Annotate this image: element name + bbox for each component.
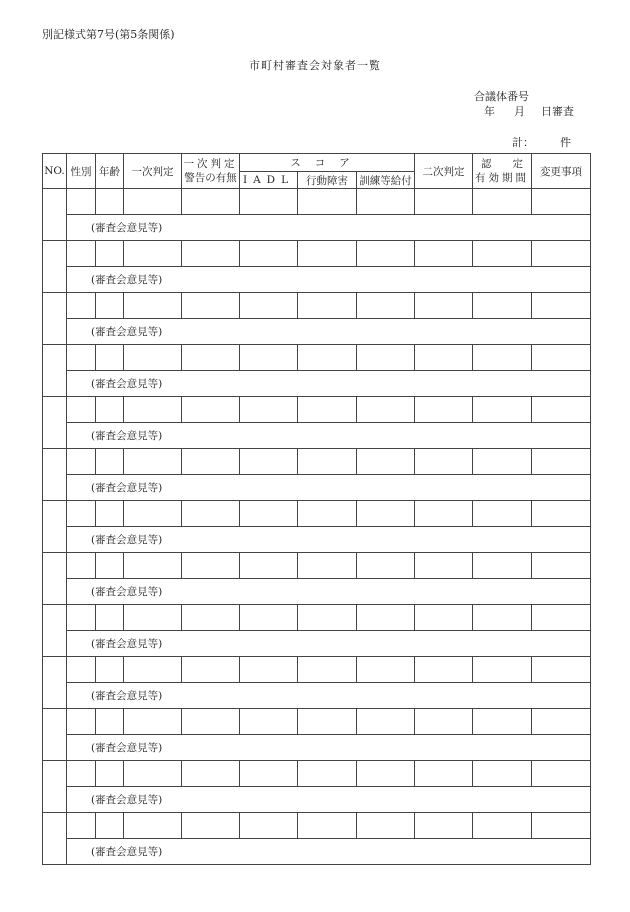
data-cell[interactable] [532,761,591,787]
opinion-row [43,683,591,709]
opinion-row [43,735,591,761]
data-cell[interactable] [473,501,532,527]
total-count-label: 計： [512,136,534,149]
data-cell[interactable] [96,189,124,215]
data-cell[interactable] [96,709,124,735]
data-cell[interactable] [357,189,415,215]
data-cell[interactable] [67,501,96,527]
data-cell[interactable] [124,553,182,579]
date-review-label: 日審査 [541,105,574,118]
data-cell[interactable] [240,189,298,215]
table-row [43,605,591,631]
data-cell[interactable] [67,241,96,267]
data-cell[interactable] [182,293,240,319]
opinion-cell[interactable]: (審査会意見等) [67,423,591,449]
data-cell[interactable] [532,189,591,215]
data-cell[interactable] [182,345,240,371]
data-cell[interactable] [532,397,591,423]
data-cell[interactable] [473,761,532,787]
opinion-row [43,839,591,865]
header-second-decision: 二次判定 [415,154,473,189]
data-cell[interactable] [357,709,415,735]
data-cell[interactable] [532,605,591,631]
data-cell[interactable] [67,761,96,787]
data-cell[interactable] [124,189,182,215]
data-cell[interactable] [298,397,357,423]
data-cell[interactable] [415,553,473,579]
data-cell[interactable] [240,761,298,787]
opinion-row [43,267,591,293]
opinion-cell[interactable]: (審査会意見等) [67,631,591,657]
data-cell[interactable] [124,293,182,319]
data-cell[interactable] [67,397,96,423]
data-cell[interactable] [67,293,96,319]
opinion-cell[interactable]: (審査会意見等) [67,475,591,501]
row-number-cell[interactable] [43,501,67,553]
applicant-roster-table [42,153,591,865]
header-score: スコア [240,154,415,172]
header-certification-period [473,154,532,189]
row-number-cell[interactable] [43,553,67,605]
table-row [43,813,591,839]
data-cell[interactable] [415,709,473,735]
data-cell[interactable] [182,709,240,735]
data-cell[interactable] [124,501,182,527]
data-cell[interactable] [298,709,357,735]
data-cell[interactable] [124,397,182,423]
row-number-cell[interactable] [43,761,67,813]
data-cell[interactable] [96,761,124,787]
data-cell[interactable] [240,241,298,267]
roster-body [43,189,591,865]
data-cell[interactable] [182,397,240,423]
opinion-cell[interactable]: (審査会意見等) [67,215,591,241]
data-cell[interactable] [357,397,415,423]
data-cell[interactable] [240,813,298,839]
opinion-row [43,475,591,501]
row-number-cell[interactable] [43,449,67,501]
row-number-cell[interactable] [43,657,67,709]
header-cert-bottom: 有効期間 [475,172,530,184]
data-cell[interactable] [415,813,473,839]
data-cell[interactable] [96,657,124,683]
data-cell[interactable] [124,709,182,735]
data-cell[interactable] [415,657,473,683]
header-score-iadl: IADL [240,172,298,189]
data-cell[interactable] [298,293,357,319]
data-cell[interactable] [67,345,96,371]
table-row [43,761,591,787]
opinion-row [43,423,591,449]
table-row [43,449,591,475]
opinion-cell[interactable]: (審査会意見等) [67,319,591,345]
row-number-cell[interactable] [43,293,67,345]
table-row [43,397,591,423]
data-cell[interactable] [357,605,415,631]
data-cell[interactable] [67,605,96,631]
data-cell[interactable] [240,553,298,579]
data-cell[interactable] [357,761,415,787]
header-gender: 性別 [67,154,96,189]
council-number-label: 合議体番号 [474,90,529,103]
data-cell[interactable] [357,813,415,839]
total-count-unit: 件 [560,136,571,149]
opinion-row [43,371,591,397]
data-cell[interactable] [67,709,96,735]
data-cell[interactable] [67,657,96,683]
row-number-cell[interactable] [43,605,67,657]
data-cell[interactable] [473,813,532,839]
data-cell[interactable] [415,189,473,215]
opinion-row [43,319,591,345]
row-number-cell[interactable] [43,397,67,449]
data-cell[interactable] [240,397,298,423]
data-cell[interactable] [473,605,532,631]
data-cell[interactable] [298,345,357,371]
header-change-items: 変更事項 [532,154,591,189]
data-cell[interactable] [415,397,473,423]
opinion-cell[interactable]: (審査会意見等) [67,683,591,709]
data-cell[interactable] [473,241,532,267]
data-cell[interactable] [473,709,532,735]
opinion-row [43,215,591,241]
data-cell[interactable] [357,553,415,579]
data-cell[interactable] [298,657,357,683]
data-cell[interactable] [182,657,240,683]
opinion-row [43,631,591,657]
data-cell[interactable] [240,605,298,631]
table-row [43,293,591,319]
header-no: NO. [43,154,67,189]
data-cell[interactable] [240,709,298,735]
row-number-cell[interactable] [43,345,67,397]
table-row [43,345,591,371]
table-row [43,553,591,579]
data-cell[interactable] [240,345,298,371]
data-cell[interactable] [298,449,357,475]
data-cell[interactable] [96,449,124,475]
data-cell[interactable] [67,813,96,839]
data-cell[interactable] [124,813,182,839]
data-cell[interactable] [124,657,182,683]
data-cell[interactable] [182,449,240,475]
data-cell[interactable] [415,605,473,631]
data-cell[interactable] [67,189,96,215]
data-cell[interactable] [96,553,124,579]
data-cell[interactable] [240,449,298,475]
opinion-cell[interactable]: (審査会意見等) [67,839,591,865]
data-cell[interactable] [415,449,473,475]
data-cell[interactable] [96,813,124,839]
data-cell[interactable] [124,605,182,631]
data-cell[interactable] [415,241,473,267]
data-cell[interactable] [182,241,240,267]
row-number-cell[interactable] [43,709,67,761]
data-cell[interactable] [240,501,298,527]
data-cell[interactable] [298,241,357,267]
data-cell[interactable] [473,345,532,371]
data-cell[interactable] [532,293,591,319]
data-cell[interactable] [240,657,298,683]
data-cell[interactable] [532,709,591,735]
data-cell[interactable] [532,449,591,475]
data-cell[interactable] [298,553,357,579]
data-cell[interactable] [357,241,415,267]
row-number-cell[interactable] [43,189,67,241]
date-month-label: 月 [514,105,525,118]
data-cell[interactable] [357,657,415,683]
data-cell[interactable] [96,397,124,423]
data-cell[interactable] [473,293,532,319]
row-number-cell[interactable] [43,813,67,865]
data-cell[interactable] [124,345,182,371]
header-warning [182,154,240,189]
table-row [43,657,591,683]
data-cell[interactable] [532,657,591,683]
data-cell[interactable] [298,501,357,527]
data-cell[interactable] [473,553,532,579]
data-cell[interactable] [182,605,240,631]
opinion-row [43,527,591,553]
data-cell[interactable] [357,449,415,475]
opinion-cell[interactable]: (審査会意見等) [67,579,591,605]
data-cell[interactable] [298,189,357,215]
data-cell[interactable] [298,761,357,787]
data-cell[interactable] [298,813,357,839]
data-cell[interactable] [298,605,357,631]
opinion-cell[interactable]: (審査会意見等) [67,267,591,293]
opinion-cell[interactable]: (審査会意見等) [67,735,591,761]
data-cell[interactable] [415,761,473,787]
table-row [43,709,591,735]
header-cert-top: 認 定 [481,158,524,170]
opinion-cell[interactable]: (審査会意見等) [67,787,591,813]
table-row [43,189,591,215]
data-cell[interactable] [124,241,182,267]
data-cell[interactable] [124,761,182,787]
data-cell[interactable] [532,345,591,371]
data-cell[interactable] [532,241,591,267]
header-score-behavior: 行動障害 [298,172,357,189]
data-cell[interactable] [182,501,240,527]
table-row [43,501,591,527]
data-cell[interactable] [357,345,415,371]
data-cell[interactable] [415,501,473,527]
document-title: 市町村審査会対象者一覧 [249,59,381,72]
data-cell[interactable] [415,293,473,319]
data-cell[interactable] [67,449,96,475]
data-cell[interactable] [182,553,240,579]
form-number-label: 別記様式第7号(第5条関係) [42,28,175,41]
data-cell[interactable] [182,813,240,839]
data-cell[interactable] [182,761,240,787]
data-cell[interactable] [532,553,591,579]
data-cell[interactable] [240,293,298,319]
opinion-cell[interactable]: (審査会意見等) [67,371,591,397]
header-score-training: 訓練等給付 [357,172,415,189]
row-number-cell[interactable] [43,241,67,293]
data-cell[interactable] [357,293,415,319]
data-cell[interactable] [182,189,240,215]
data-cell[interactable] [96,241,124,267]
data-cell[interactable] [124,449,182,475]
data-cell[interactable] [532,501,591,527]
data-cell[interactable] [415,345,473,371]
data-cell[interactable] [357,501,415,527]
data-cell[interactable] [473,449,532,475]
data-cell[interactable] [532,813,591,839]
data-cell[interactable] [96,293,124,319]
data-cell[interactable] [67,553,96,579]
table-row [43,241,591,267]
data-cell[interactable] [96,345,124,371]
data-cell[interactable] [96,605,124,631]
opinion-row [43,787,591,813]
header-age: 年齢 [96,154,124,189]
opinion-cell[interactable]: (審査会意見等) [67,527,591,553]
header-first-decision: 一次判定 [124,154,182,189]
date-year-label: 年 [484,105,495,118]
data-cell[interactable] [96,501,124,527]
data-cell[interactable] [473,189,532,215]
data-cell[interactable] [473,657,532,683]
header-warning-top: 一次判定 [183,158,238,170]
opinion-row [43,579,591,605]
data-cell[interactable] [473,397,532,423]
header-warning-bottom: 警告の有無 [184,172,237,184]
